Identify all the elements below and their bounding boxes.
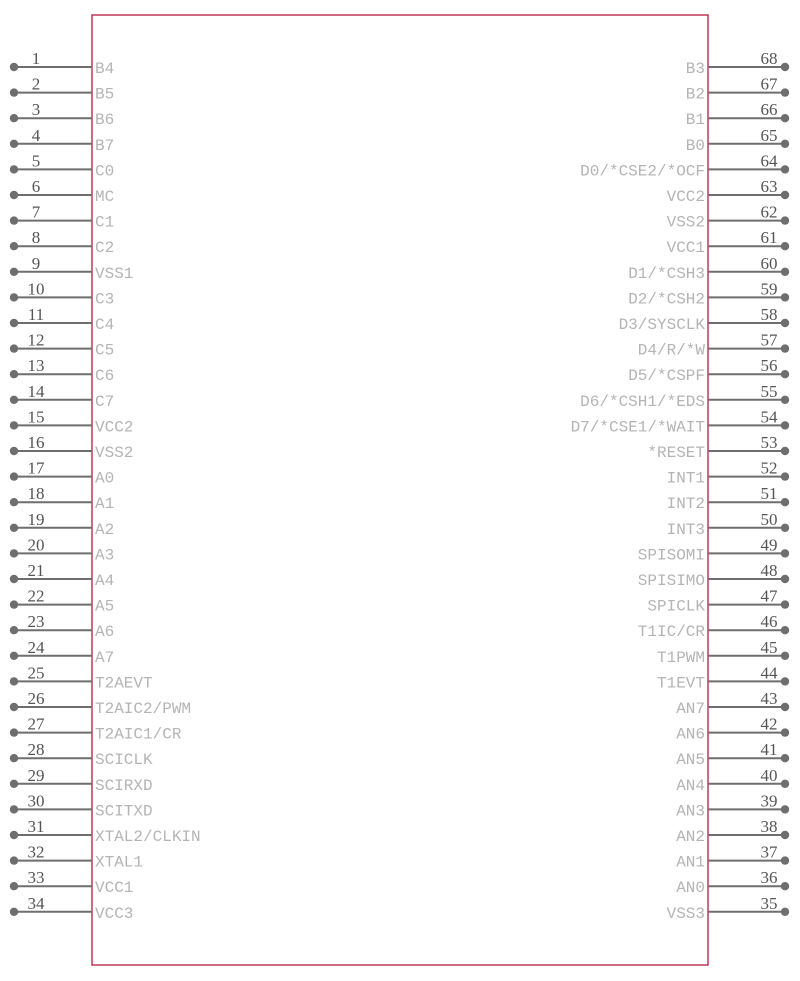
pin-number: 22 bbox=[27, 586, 45, 606]
pin-number: 16 bbox=[27, 433, 45, 452]
ic-body bbox=[92, 15, 708, 965]
pin-name: D5/*CSPF bbox=[628, 367, 705, 386]
pin-number: 48 bbox=[760, 561, 778, 580]
pin-number: 60 bbox=[760, 253, 778, 273]
pin-number: 30 bbox=[27, 791, 45, 811]
pin-name: D6/*CSH1/*EDS bbox=[580, 392, 705, 411]
pin-endpoint-dot bbox=[10, 216, 18, 224]
pin-name: AN7 bbox=[676, 700, 705, 718]
pin-endpoint-dot bbox=[10, 319, 18, 327]
pin-endpoint-dot bbox=[781, 370, 789, 378]
pin-number: 51 bbox=[760, 484, 778, 504]
pin-number: 49 bbox=[760, 535, 778, 555]
pin-endpoint-dot bbox=[781, 396, 789, 404]
pin-name: T2AIC1/CR bbox=[95, 725, 182, 744]
pin-name: C7 bbox=[95, 392, 115, 411]
pin-endpoint-dot bbox=[781, 421, 789, 429]
pin-number: 19 bbox=[27, 509, 45, 529]
pin-10 bbox=[10, 279, 114, 308]
pin-number: 29 bbox=[27, 765, 45, 785]
pin-11 bbox=[10, 305, 114, 334]
pin-endpoint-dot bbox=[781, 191, 789, 199]
pin-name: VCC2 bbox=[666, 188, 705, 206]
pin-number: 5 bbox=[31, 151, 41, 171]
pin-name: AN1 bbox=[676, 853, 705, 872]
pin-number: 37 bbox=[760, 842, 778, 862]
pin-name: A0 bbox=[95, 469, 115, 488]
pin-name: SPISOMI bbox=[637, 546, 705, 565]
pin-number: 62 bbox=[760, 202, 778, 222]
pin-20 bbox=[10, 535, 114, 564]
pin-12 bbox=[10, 331, 114, 360]
pin-name: C4 bbox=[95, 316, 115, 334]
pin-name: INT1 bbox=[666, 469, 705, 488]
pin-endpoint-dot bbox=[781, 856, 789, 864]
pin-endpoint-dot bbox=[781, 600, 789, 608]
pin-endpoint-dot bbox=[781, 63, 789, 71]
pin-number: 17 bbox=[27, 458, 45, 478]
pin-number: 34 bbox=[27, 893, 45, 913]
pin-number: 12 bbox=[27, 330, 45, 350]
pin-name: B2 bbox=[685, 85, 705, 104]
pin-21 bbox=[10, 561, 114, 590]
pin-name: VCC2 bbox=[95, 418, 134, 437]
pin-name: *RESET bbox=[647, 444, 705, 462]
pin-number: 35 bbox=[760, 893, 778, 913]
pin-endpoint-dot bbox=[10, 242, 18, 250]
pin-endpoint-dot bbox=[781, 319, 789, 327]
pin-number: 28 bbox=[27, 740, 45, 760]
pin-name: T1PWM bbox=[656, 648, 705, 667]
pin-endpoint-dot bbox=[781, 447, 789, 455]
pin-endpoint-dot bbox=[781, 754, 789, 762]
pin-endpoint-dot bbox=[10, 524, 18, 532]
pin-24 bbox=[10, 638, 114, 667]
pin-number: 39 bbox=[760, 791, 778, 811]
right-pin-group bbox=[571, 49, 790, 923]
pin-name: B6 bbox=[95, 111, 115, 130]
pin-23 bbox=[10, 612, 114, 641]
pin-7 bbox=[10, 203, 114, 232]
pin-3 bbox=[10, 100, 114, 129]
pin-endpoint-dot bbox=[10, 63, 18, 71]
pin-endpoint-dot bbox=[10, 908, 18, 916]
pin-number: 54 bbox=[760, 407, 778, 427]
pin-number: 25 bbox=[27, 663, 45, 683]
pin-name: INT3 bbox=[666, 520, 705, 539]
pin-1 bbox=[10, 49, 114, 78]
pin-endpoint-dot bbox=[10, 165, 18, 173]
pin-endpoint-dot bbox=[10, 396, 18, 404]
pin-number: 8 bbox=[31, 228, 41, 248]
pin-name: A1 bbox=[95, 495, 115, 514]
pin-name: C0 bbox=[95, 162, 115, 181]
pin-endpoint-dot bbox=[10, 447, 18, 455]
pin-55 bbox=[580, 382, 789, 411]
pin-14 bbox=[10, 382, 114, 411]
pin-name: A2 bbox=[95, 520, 115, 539]
pin-name: D1/*CSH3 bbox=[628, 264, 705, 283]
pin-name: AN3 bbox=[676, 802, 705, 821]
pin-name: XTAL1 bbox=[95, 853, 144, 872]
pin-name: D3/SYSCLK bbox=[618, 316, 705, 334]
pin-name: B4 bbox=[95, 60, 115, 78]
pin-18 bbox=[10, 484, 114, 513]
pin-endpoint-dot bbox=[10, 549, 18, 557]
pin-name: D7/*CSE1/*WAIT bbox=[570, 418, 705, 437]
pin-54 bbox=[571, 407, 790, 436]
pin-number: 66 bbox=[760, 100, 778, 120]
pin-number: 4 bbox=[31, 125, 41, 145]
pin-name: MC bbox=[95, 188, 115, 206]
pin-name: B0 bbox=[685, 136, 705, 155]
pin-endpoint-dot bbox=[10, 370, 18, 378]
pin-number: 53 bbox=[760, 433, 778, 452]
pin-endpoint-dot bbox=[10, 805, 18, 813]
pin-endpoint-dot bbox=[781, 908, 789, 916]
pin-endpoint-dot bbox=[781, 114, 789, 122]
pin-endpoint-dot bbox=[781, 652, 789, 660]
pin-number: 27 bbox=[27, 714, 45, 734]
pin-name: AN5 bbox=[676, 751, 705, 770]
pin-endpoint-dot bbox=[10, 652, 18, 660]
pin-endpoint-dot bbox=[781, 677, 789, 685]
pin-number: 9 bbox=[31, 253, 41, 273]
pin-name: SPICLK bbox=[647, 597, 705, 616]
pin-name: C3 bbox=[95, 290, 115, 309]
pin-number: 2 bbox=[31, 74, 41, 94]
pin-endpoint-dot bbox=[10, 575, 18, 583]
pin-number: 59 bbox=[760, 279, 778, 299]
pin-name: AN0 bbox=[676, 879, 705, 898]
pin-number: 7 bbox=[31, 202, 41, 222]
pin-name: D4/R/*W bbox=[637, 341, 705, 360]
pin-number: 15 bbox=[27, 407, 45, 427]
pin-endpoint-dot bbox=[10, 472, 18, 480]
pin-name: SCITXD bbox=[95, 802, 153, 821]
pin-name: D0/*CSE2/*OCF bbox=[580, 162, 705, 181]
pin-name: XTAL2/CLKIN bbox=[95, 828, 201, 846]
pin-number: 63 bbox=[760, 177, 778, 196]
pin-number: 50 bbox=[760, 509, 778, 529]
pin-number: 67 bbox=[760, 74, 778, 94]
pin-number: 18 bbox=[27, 484, 45, 504]
pin-name: T2AEVT bbox=[95, 674, 153, 693]
pin-name: T1IC/CR bbox=[637, 623, 705, 642]
pin-number: 42 bbox=[760, 714, 778, 734]
pin-number: 46 bbox=[760, 612, 778, 632]
pin-number: 36 bbox=[760, 868, 778, 888]
pin-endpoint-dot bbox=[781, 216, 789, 224]
pin-endpoint-dot bbox=[781, 549, 789, 557]
pin-number: 61 bbox=[760, 228, 778, 248]
pin-number: 43 bbox=[760, 689, 778, 708]
pin-4 bbox=[10, 126, 114, 155]
pin-endpoint-dot bbox=[781, 344, 789, 352]
pin-number: 52 bbox=[760, 458, 778, 478]
pin-number: 32 bbox=[27, 842, 45, 862]
pin-name: A6 bbox=[95, 623, 115, 642]
pin-number: 31 bbox=[27, 817, 45, 836]
pin-endpoint-dot bbox=[10, 191, 18, 199]
pin-endpoint-dot bbox=[10, 88, 18, 96]
pin-name: VSS2 bbox=[666, 213, 705, 232]
pin-name: VCC1 bbox=[666, 239, 705, 258]
pin-17 bbox=[10, 459, 114, 488]
pin-name: VSS1 bbox=[95, 264, 134, 283]
pin-number: 64 bbox=[760, 151, 778, 171]
pin-number: 58 bbox=[760, 305, 778, 324]
pin-name: B3 bbox=[685, 60, 705, 78]
pin-19 bbox=[10, 510, 114, 539]
pin-number: 44 bbox=[760, 663, 778, 683]
pin-64 bbox=[580, 151, 789, 180]
pin-endpoint-dot bbox=[781, 268, 789, 276]
pin-6 bbox=[10, 177, 114, 206]
pin-number: 45 bbox=[760, 637, 778, 657]
pin-name: SCIRXD bbox=[95, 776, 153, 795]
pin-name: A7 bbox=[95, 648, 115, 667]
pin-name: A5 bbox=[95, 597, 115, 616]
pin-endpoint-dot bbox=[10, 114, 18, 122]
pin-number: 10 bbox=[27, 279, 45, 299]
pin-name: VCC1 bbox=[95, 879, 134, 898]
pin-endpoint-dot bbox=[10, 831, 18, 839]
pin-endpoint-dot bbox=[10, 703, 18, 711]
pin-name: AN4 bbox=[676, 776, 705, 795]
pin-number: 68 bbox=[760, 49, 778, 68]
pin-endpoint-dot bbox=[781, 780, 789, 788]
pin-13 bbox=[10, 356, 114, 385]
pin-number: 41 bbox=[760, 740, 778, 760]
pin-name: VCC3 bbox=[95, 904, 134, 923]
pin-number: 56 bbox=[760, 356, 778, 376]
pin-name: INT2 bbox=[666, 495, 705, 514]
pin-5 bbox=[10, 151, 114, 180]
pin-number: 47 bbox=[760, 586, 778, 606]
pin-name: B1 bbox=[685, 111, 705, 130]
pin-name: VSS3 bbox=[666, 904, 705, 923]
pin-number: 26 bbox=[27, 689, 45, 708]
pin-name: AN2 bbox=[676, 828, 705, 846]
pin-endpoint-dot bbox=[10, 882, 18, 890]
pin-number: 1 bbox=[31, 49, 41, 68]
pin-number: 55 bbox=[760, 381, 778, 401]
pin-endpoint-dot bbox=[10, 856, 18, 864]
pin-endpoint-dot bbox=[10, 268, 18, 276]
pin-endpoint-dot bbox=[10, 626, 18, 634]
pin-name: C6 bbox=[95, 367, 115, 386]
pin-number: 3 bbox=[31, 100, 41, 120]
pin-endpoint-dot bbox=[10, 677, 18, 685]
pin-number: 13 bbox=[27, 356, 45, 376]
pin-name: B5 bbox=[95, 85, 115, 104]
pin-number: 21 bbox=[27, 561, 45, 580]
pin-name: AN6 bbox=[676, 725, 705, 744]
pin-endpoint-dot bbox=[10, 600, 18, 608]
pin-endpoint-dot bbox=[10, 498, 18, 506]
pin-number: 33 bbox=[27, 868, 45, 888]
pin-endpoint-dot bbox=[781, 165, 789, 173]
pin-34 bbox=[10, 894, 134, 923]
pin-name: C2 bbox=[95, 239, 115, 258]
left-pin-group bbox=[10, 49, 201, 923]
pin-name: C1 bbox=[95, 213, 115, 232]
pin-number: 24 bbox=[27, 637, 45, 657]
pin-number: 40 bbox=[760, 765, 778, 785]
pin-endpoint-dot bbox=[781, 728, 789, 736]
pin-name: B7 bbox=[95, 136, 115, 155]
pin-endpoint-dot bbox=[781, 805, 789, 813]
pin-endpoint-dot bbox=[781, 140, 789, 148]
pin-endpoint-dot bbox=[781, 293, 789, 301]
pin-8 bbox=[10, 228, 114, 257]
pin-22 bbox=[10, 587, 114, 616]
pin-endpoint-dot bbox=[781, 882, 789, 890]
pin-name: C5 bbox=[95, 341, 115, 360]
pin-endpoint-dot bbox=[10, 754, 18, 762]
pin-endpoint-dot bbox=[10, 728, 18, 736]
pin-endpoint-dot bbox=[781, 524, 789, 532]
pin-name: A4 bbox=[95, 572, 115, 590]
pin-name: T2AIC2/PWM bbox=[95, 700, 192, 718]
pin-number: 57 bbox=[760, 330, 778, 350]
pin-name: VSS2 bbox=[95, 444, 134, 462]
pin-name: SPISIMO bbox=[637, 572, 705, 590]
pin-endpoint-dot bbox=[781, 703, 789, 711]
pin-endpoint-dot bbox=[10, 140, 18, 148]
pin-number: 20 bbox=[27, 535, 45, 555]
pin-endpoint-dot bbox=[781, 88, 789, 96]
pin-35 bbox=[667, 894, 790, 923]
pin-name: D2/*CSH2 bbox=[628, 290, 705, 309]
pin-endpoint-dot bbox=[781, 626, 789, 634]
pin-number: 38 bbox=[760, 817, 778, 836]
pin-endpoint-dot bbox=[781, 575, 789, 583]
pin-2 bbox=[10, 75, 114, 104]
pin-endpoint-dot bbox=[781, 831, 789, 839]
pin-endpoint-dot bbox=[781, 472, 789, 480]
pin-endpoint-dot bbox=[10, 421, 18, 429]
pin-endpoint-dot bbox=[781, 242, 789, 250]
pin-number: 11 bbox=[27, 305, 45, 324]
pin-number: 65 bbox=[760, 125, 778, 145]
pin-number: 6 bbox=[31, 177, 41, 196]
pin-name: SCICLK bbox=[95, 751, 153, 770]
pin-endpoint-dot bbox=[10, 344, 18, 352]
pin-endpoint-dot bbox=[10, 293, 18, 301]
pin-endpoint-dot bbox=[781, 498, 789, 506]
pin-name: T1EVT bbox=[656, 674, 705, 693]
pin-endpoint-dot bbox=[10, 780, 18, 788]
pin-name: A3 bbox=[95, 546, 115, 565]
pin-number: 14 bbox=[27, 381, 45, 401]
pin-number: 23 bbox=[27, 612, 45, 632]
